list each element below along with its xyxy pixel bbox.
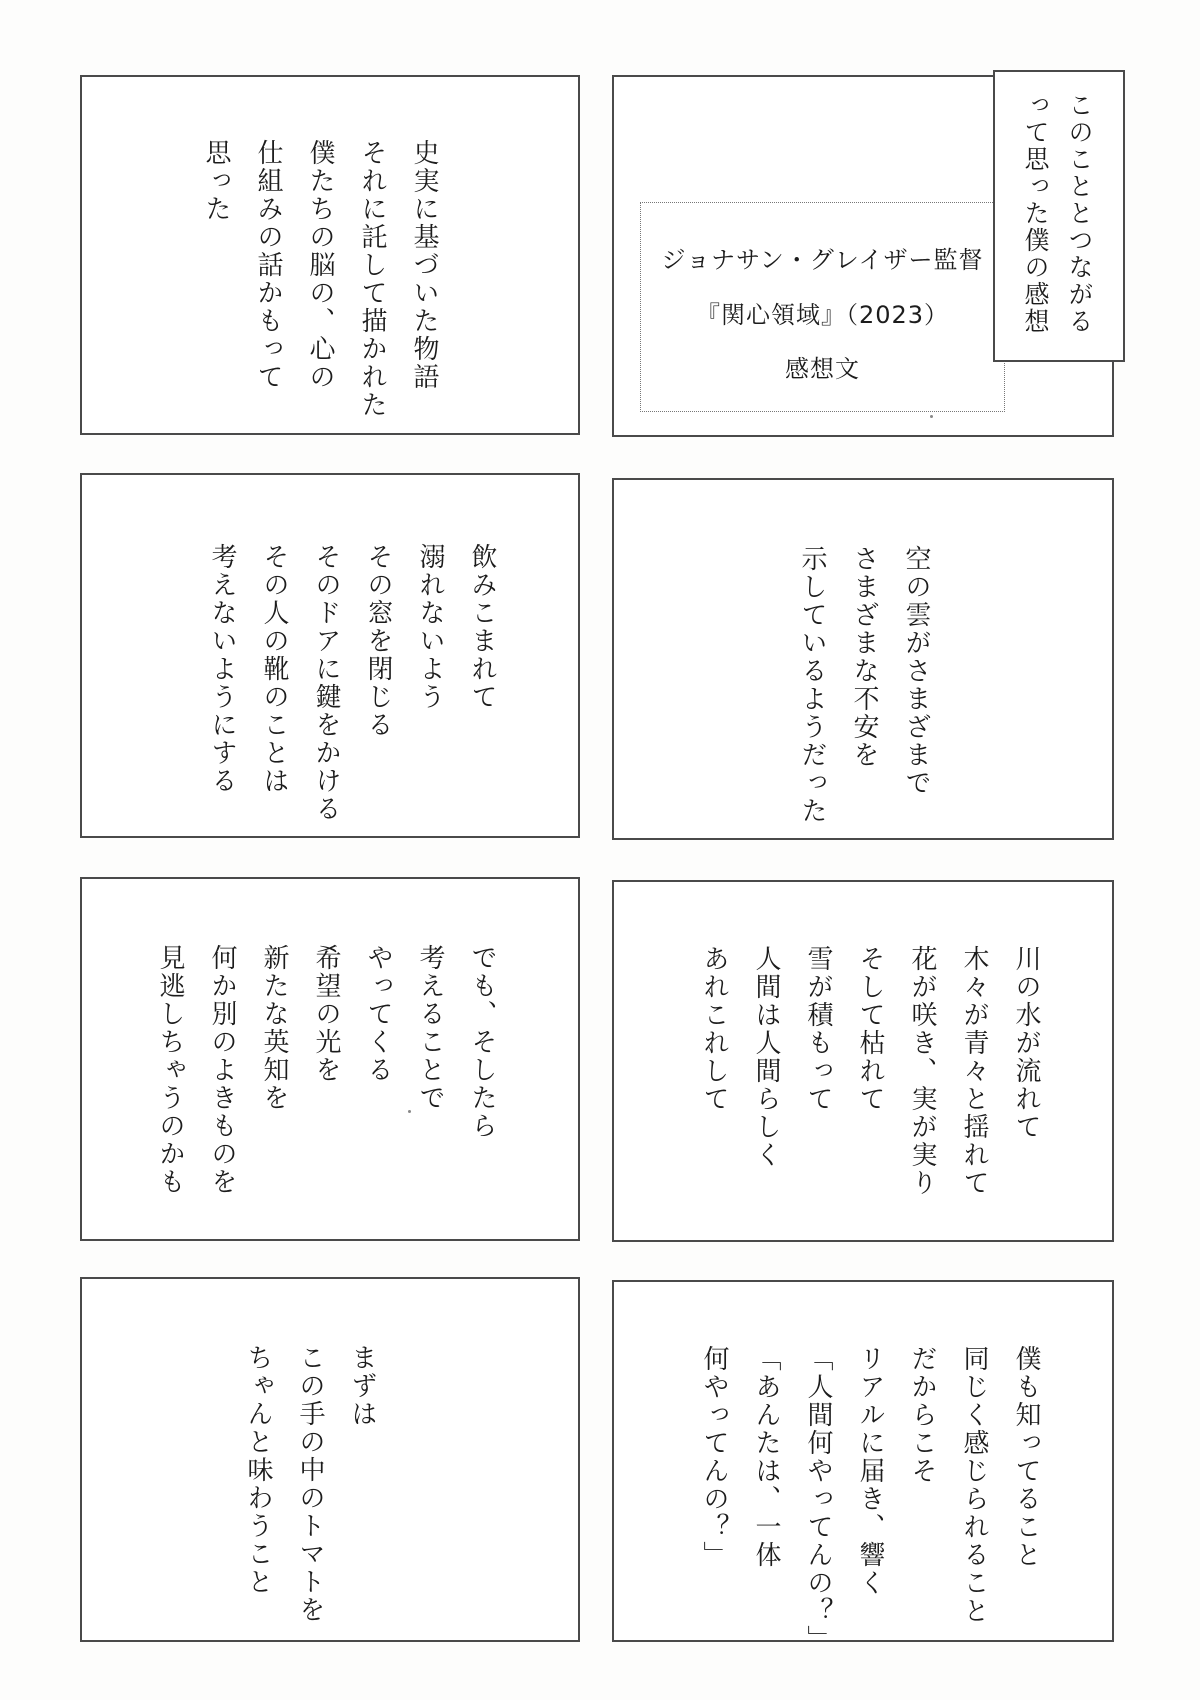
text-line: 考えることで [415, 944, 445, 1112]
text-line: 人間は人間らしく [751, 945, 781, 1169]
panel-history-text [190, 139, 450, 419]
panel-history [80, 75, 580, 435]
text-line: 見逃しちゃうのかも [155, 944, 185, 1196]
panel-tomato-text [232, 1344, 388, 1624]
text-line: 何やってんの？」 [699, 1345, 729, 1569]
text-line: 木々が青々と揺れて [959, 945, 989, 1197]
panel-tomato [80, 1277, 580, 1642]
panel-sky-text [786, 545, 942, 825]
panel-river [612, 880, 1114, 1242]
text-line: 僕たちの脳の、心の [305, 139, 335, 391]
text-line: そのドアに鍵をかける [311, 543, 341, 823]
panel-hope [80, 877, 580, 1241]
text-line: 希望の光を [311, 944, 341, 1084]
text-line: 「あんたは、一体 [751, 1345, 781, 1569]
text-line: 僕も知ってること [1011, 1345, 1041, 1569]
text-line: この手の中のトマトを [295, 1344, 325, 1624]
speck [408, 1110, 411, 1113]
text-line: 飲みこまれて [467, 543, 497, 711]
caption-line: このこととつながる [1065, 92, 1094, 335]
text-line: 同じく感じられること [959, 1345, 989, 1625]
text-line: 史実に基づいた物語 [409, 139, 439, 391]
panel-sky [612, 478, 1114, 840]
text-line: だからこそ [907, 1345, 937, 1485]
text-line: さまざまな不安を [849, 545, 879, 769]
speck [930, 415, 933, 418]
caption-text [1013, 92, 1101, 335]
caption-line: って思った僕の感想 [1021, 92, 1050, 335]
text-line: その窓を閉じる [363, 543, 393, 739]
document-kind: 感想文 [785, 355, 860, 383]
text-line: 考えないようにする [207, 543, 237, 795]
text-line: 川の水が流れて [1011, 945, 1041, 1141]
text-line: 示しているようだった [797, 545, 827, 825]
text-line: あれこれして [699, 945, 729, 1113]
text-line: 仕組みの話かもって [253, 139, 283, 391]
text-line: 新たな英知を [259, 944, 289, 1112]
director-name: ジョナサン・グレイザー監督 [661, 246, 984, 274]
text-line: そして枯れて [855, 945, 885, 1113]
text-line: 空の雲がさまざまで [901, 545, 931, 797]
text-line: リアルに届き、響く [855, 1345, 885, 1597]
panel-door-text [196, 543, 508, 823]
panel-know-text [688, 1345, 1052, 1653]
panel-know [612, 1280, 1114, 1653]
text-line: でも、そしたら [467, 944, 497, 1140]
text-line: 溺れないよう [415, 543, 445, 711]
panel-door [80, 473, 580, 838]
text-line: やってくる [363, 944, 393, 1084]
title-block [640, 202, 1005, 412]
text-line: それに託して描かれた [357, 139, 387, 419]
text-line: 雪が積もって [803, 945, 833, 1113]
text-line: 思った [201, 139, 231, 223]
text-line: 花が咲き、実が実り [907, 945, 937, 1197]
panel-hope-text [144, 944, 508, 1196]
caption-box [993, 70, 1125, 362]
panel-river-text [688, 945, 1052, 1197]
text-line: 「人間何やってんの？」 [803, 1345, 833, 1653]
text-line: ちゃんと味わうこと [243, 1344, 273, 1596]
text-line: まずは [347, 1344, 377, 1428]
text-line: その人の靴のことは [259, 543, 289, 795]
text-line: 何か別のよきものを [207, 944, 237, 1196]
film-title: 『関心領域』（2023） [695, 301, 950, 329]
